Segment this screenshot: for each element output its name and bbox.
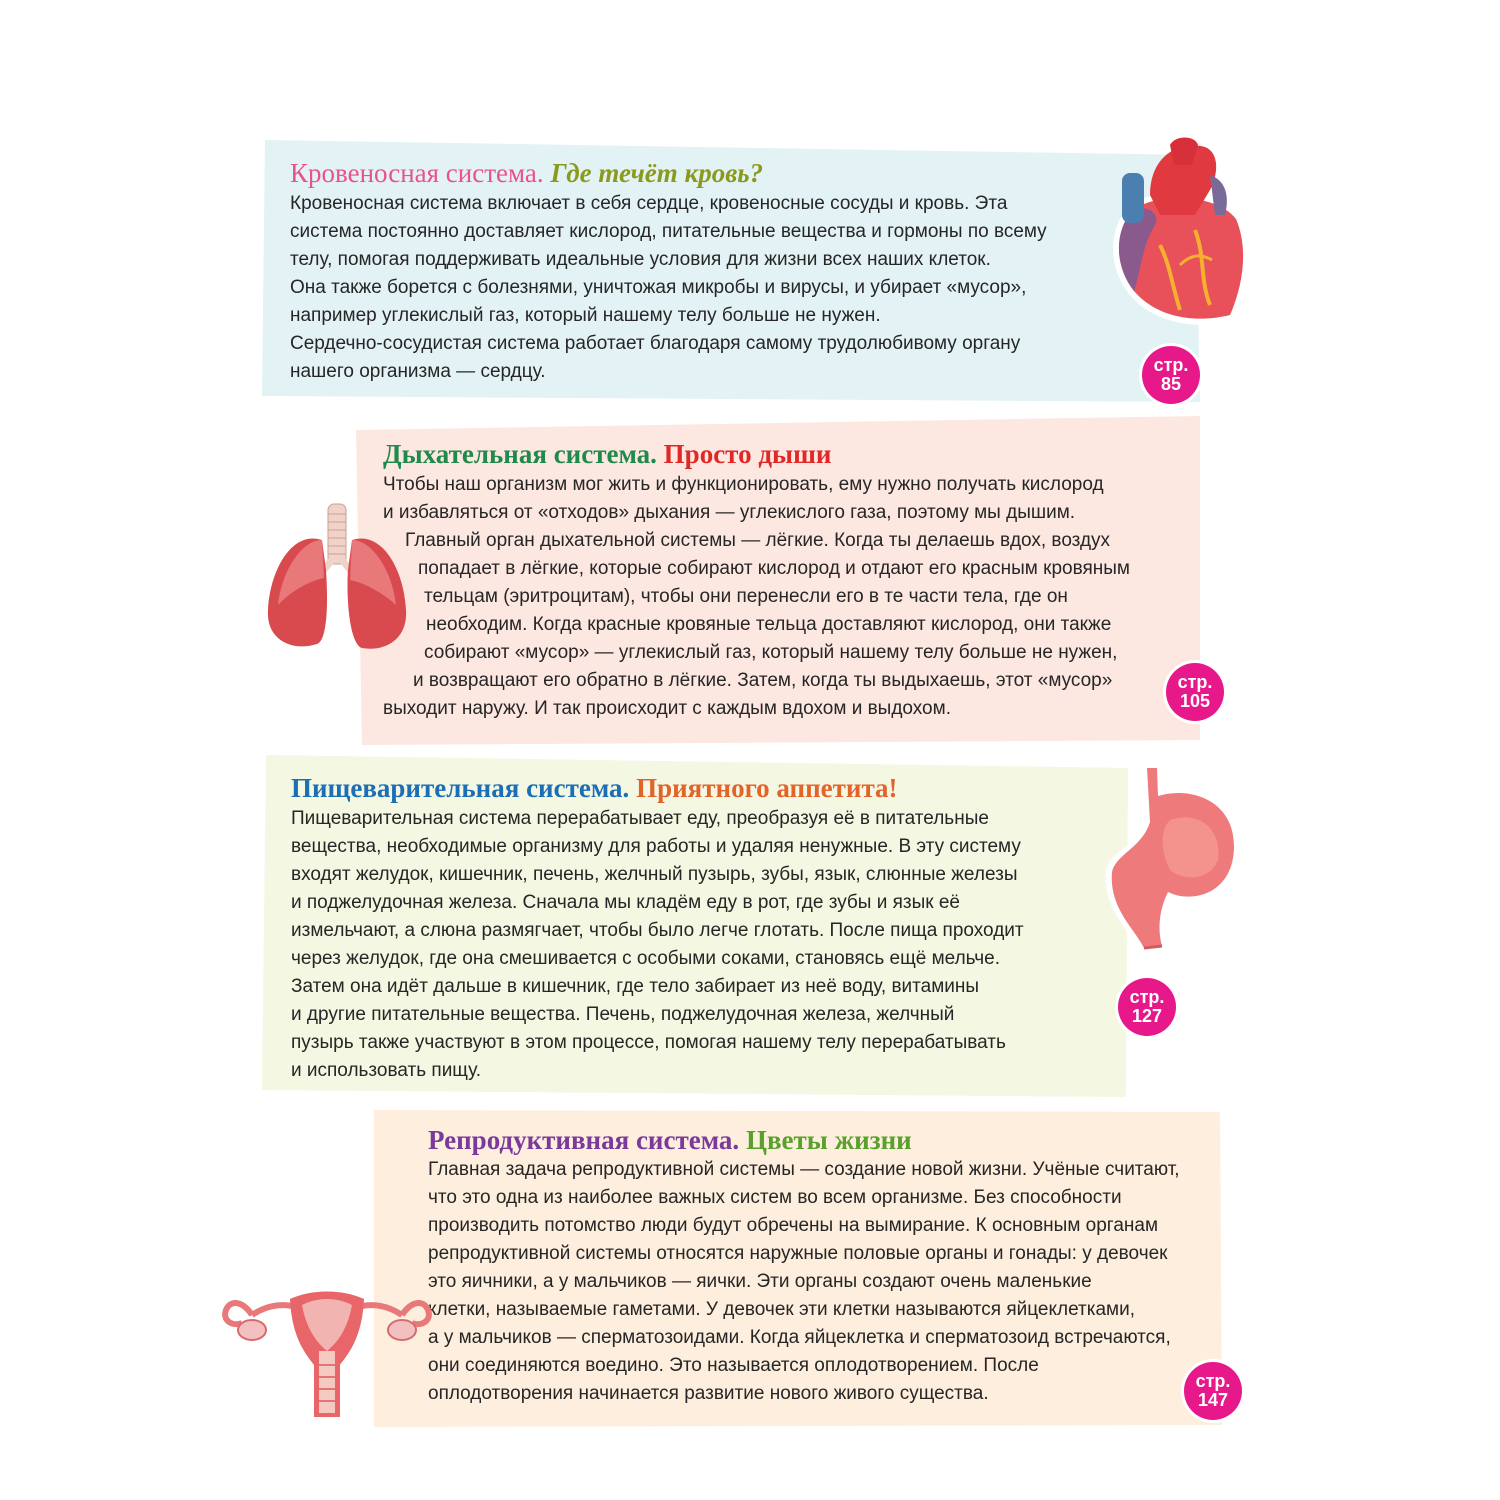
section-digestive-text-line: Пищеварительная система перерабатывает еду, преобразуя её в питательные	[291, 808, 989, 829]
page-badge-number: 85	[1160, 374, 1182, 394]
page-badge-label: стр.	[1195, 1371, 1231, 1391]
section-respiratory-text-line: Чтобы наш организм мог жить и функционировать, ему нужно получать кислород	[383, 474, 1104, 495]
section-digestive-text-line: вещества, необходимые организму для работы и удаляя ненужные. В эту систему	[291, 836, 1021, 857]
section-reproductive-text-line: репродуктивной системы относятся наружные половые органы и гонады: у девочек	[428, 1243, 1168, 1264]
section-respiratory-text-line: выходит наружу. И так происходит с каждым вдохом и выдохом.	[383, 698, 951, 719]
uterus-icon	[222, 1285, 432, 1425]
section-circulatory-text-line: Сердечно-сосудистая система работает благодаря самому трудолюбивому органу	[290, 333, 1021, 354]
section-circulatory-text-line: система постоянно доставляет кислород, питательные вещества и гормоны по всему	[290, 221, 1047, 242]
page-badge-number: 147	[1197, 1390, 1229, 1410]
section-respiratory-text-line: попадает в лёгкие, которые собирают кислород и отдают его красным кровяным	[418, 558, 1130, 579]
section-reproductive-text-line: это яичники, а у мальчиков — яички. Эти органы создают очень маленькие	[428, 1271, 1092, 1292]
section-digestive-title-sub: Приятного аппетита!	[636, 773, 898, 803]
section-respiratory-text-line: и возвращают его обратно в лёгкие. Затем, когда ты выдыхаешь, этот «мусор»	[413, 670, 1113, 691]
section-digestive-text-line: входят желудок, кишечник, печень, желчный пузырь, зубы, язык, слюнные железы	[291, 864, 1018, 885]
section-digestive-text-line: и использовать пищу.	[291, 1060, 482, 1081]
section-reproductive-text-line: клетки, называемые гаметами. У девочек эти клетки называются яйцеклетками,	[428, 1299, 1135, 1320]
section-circulatory-title-main: Кровеносная система.	[290, 158, 544, 188]
section-reproductive-title-main: Репродуктивная система.	[428, 1125, 740, 1155]
section-digestive-text-line: Затем она идёт дальше в кишечник, где тело забирает из неё воду, витамины	[291, 976, 980, 997]
section-reproductive-title	[428, 1124, 912, 1156]
section-circulatory-text-line: Кровеносная система включает в себя сердце, кровеносные сосуды и кровь. Эта	[290, 193, 1008, 214]
section-reproductive-text-line: производить потомство люди будут обречены на вымирание. К основным органам	[428, 1215, 1159, 1236]
section-circulatory-text-line: например углекислый газ, который нашему телу больше не нужен.	[290, 305, 881, 326]
section-circulatory-title-sub: Где течёт кровь?	[550, 158, 764, 188]
section-respiratory-text-line: и избавляться от «отходов» дыхания — углекислого газа, поэтому мы дышим.	[383, 502, 1076, 523]
section-reproductive-text-line: оплодотворения начинается развитие нового живого существа.	[428, 1383, 989, 1404]
page-badge-147[interactable]	[1184, 1362, 1242, 1420]
section-respiratory-text-line: Главный орган дыхательной системы — лёгкие. Когда ты делаешь вдох, воздух	[405, 530, 1111, 551]
section-respiratory-title-main: Дыхательная система.	[383, 439, 657, 469]
page-badge-label: стр.	[1153, 355, 1189, 375]
section-respiratory-title-sub: Просто дыши	[663, 439, 832, 469]
page-badge-label: стр.	[1177, 672, 1213, 692]
section-reproductive-text-line: Главная задача репродуктивной системы — создание новой жизни. Учёные считают,	[428, 1159, 1180, 1180]
section-digestive-text-line: через желудок, где она смешивается с особыми соками, становясь ещё мельче.	[291, 948, 1001, 969]
section-digestive-title-main: Пищеварительная система.	[291, 773, 630, 803]
section-digestive-text-line: измельчают, а слюна размягчает, чтобы было легче глотать. После пища проходит	[291, 920, 1024, 941]
page-badge-number: 105	[1179, 691, 1211, 711]
section-digestive-text-line: и другие питательные вещества. Печень, поджелудочная железа, желчный	[291, 1004, 955, 1025]
section-respiratory-text-line: собирают «мусор» — углекислый газ, который нашему телу больше не нужен,	[424, 642, 1118, 663]
section-reproductive-text-line: что это одна из наиболее важных систем во всем организме. Без способности	[428, 1187, 1122, 1208]
section-circulatory-text-line: нашего организма — сердцу.	[290, 361, 546, 382]
section-reproductive-text-line: они соединяются воедино. Это называется оплодотворением. После	[428, 1355, 1039, 1376]
section-respiratory-text-line: необходим. Когда красные кровяные тельца доставляют кислород, они также	[426, 614, 1112, 635]
section-reproductive-title-sub: Цветы жизни	[745, 1125, 912, 1155]
page-badge-label: стр.	[1129, 987, 1165, 1007]
section-circulatory-text-line: Она также борется с болезнями, уничтожая микробы и вирусы, и убирает «мусор»,	[290, 277, 1027, 298]
section-circulatory-text-line: телу, помогая поддерживать идеальные условия для жизни всех наших клеток.	[290, 249, 991, 270]
section-digestive-text-line: пузырь также участвуют в этом процессе, помогая нашему телу перерабатывать	[291, 1032, 1006, 1053]
section-respiratory-text-line: тельцам (эритроцитам), чтобы они перенесли его в те части тела, где он	[424, 586, 1068, 607]
page-badge-number: 127	[1131, 1006, 1163, 1026]
section-reproductive-text-line: а у мальчиков — сперматозоидами. Когда яйцеклетка и сперматозоид встречаются,	[428, 1327, 1171, 1348]
section-digestive-text-line: и поджелудочная железа. Сначала мы кладём еду в рот, где зубы и язык её	[291, 892, 960, 913]
